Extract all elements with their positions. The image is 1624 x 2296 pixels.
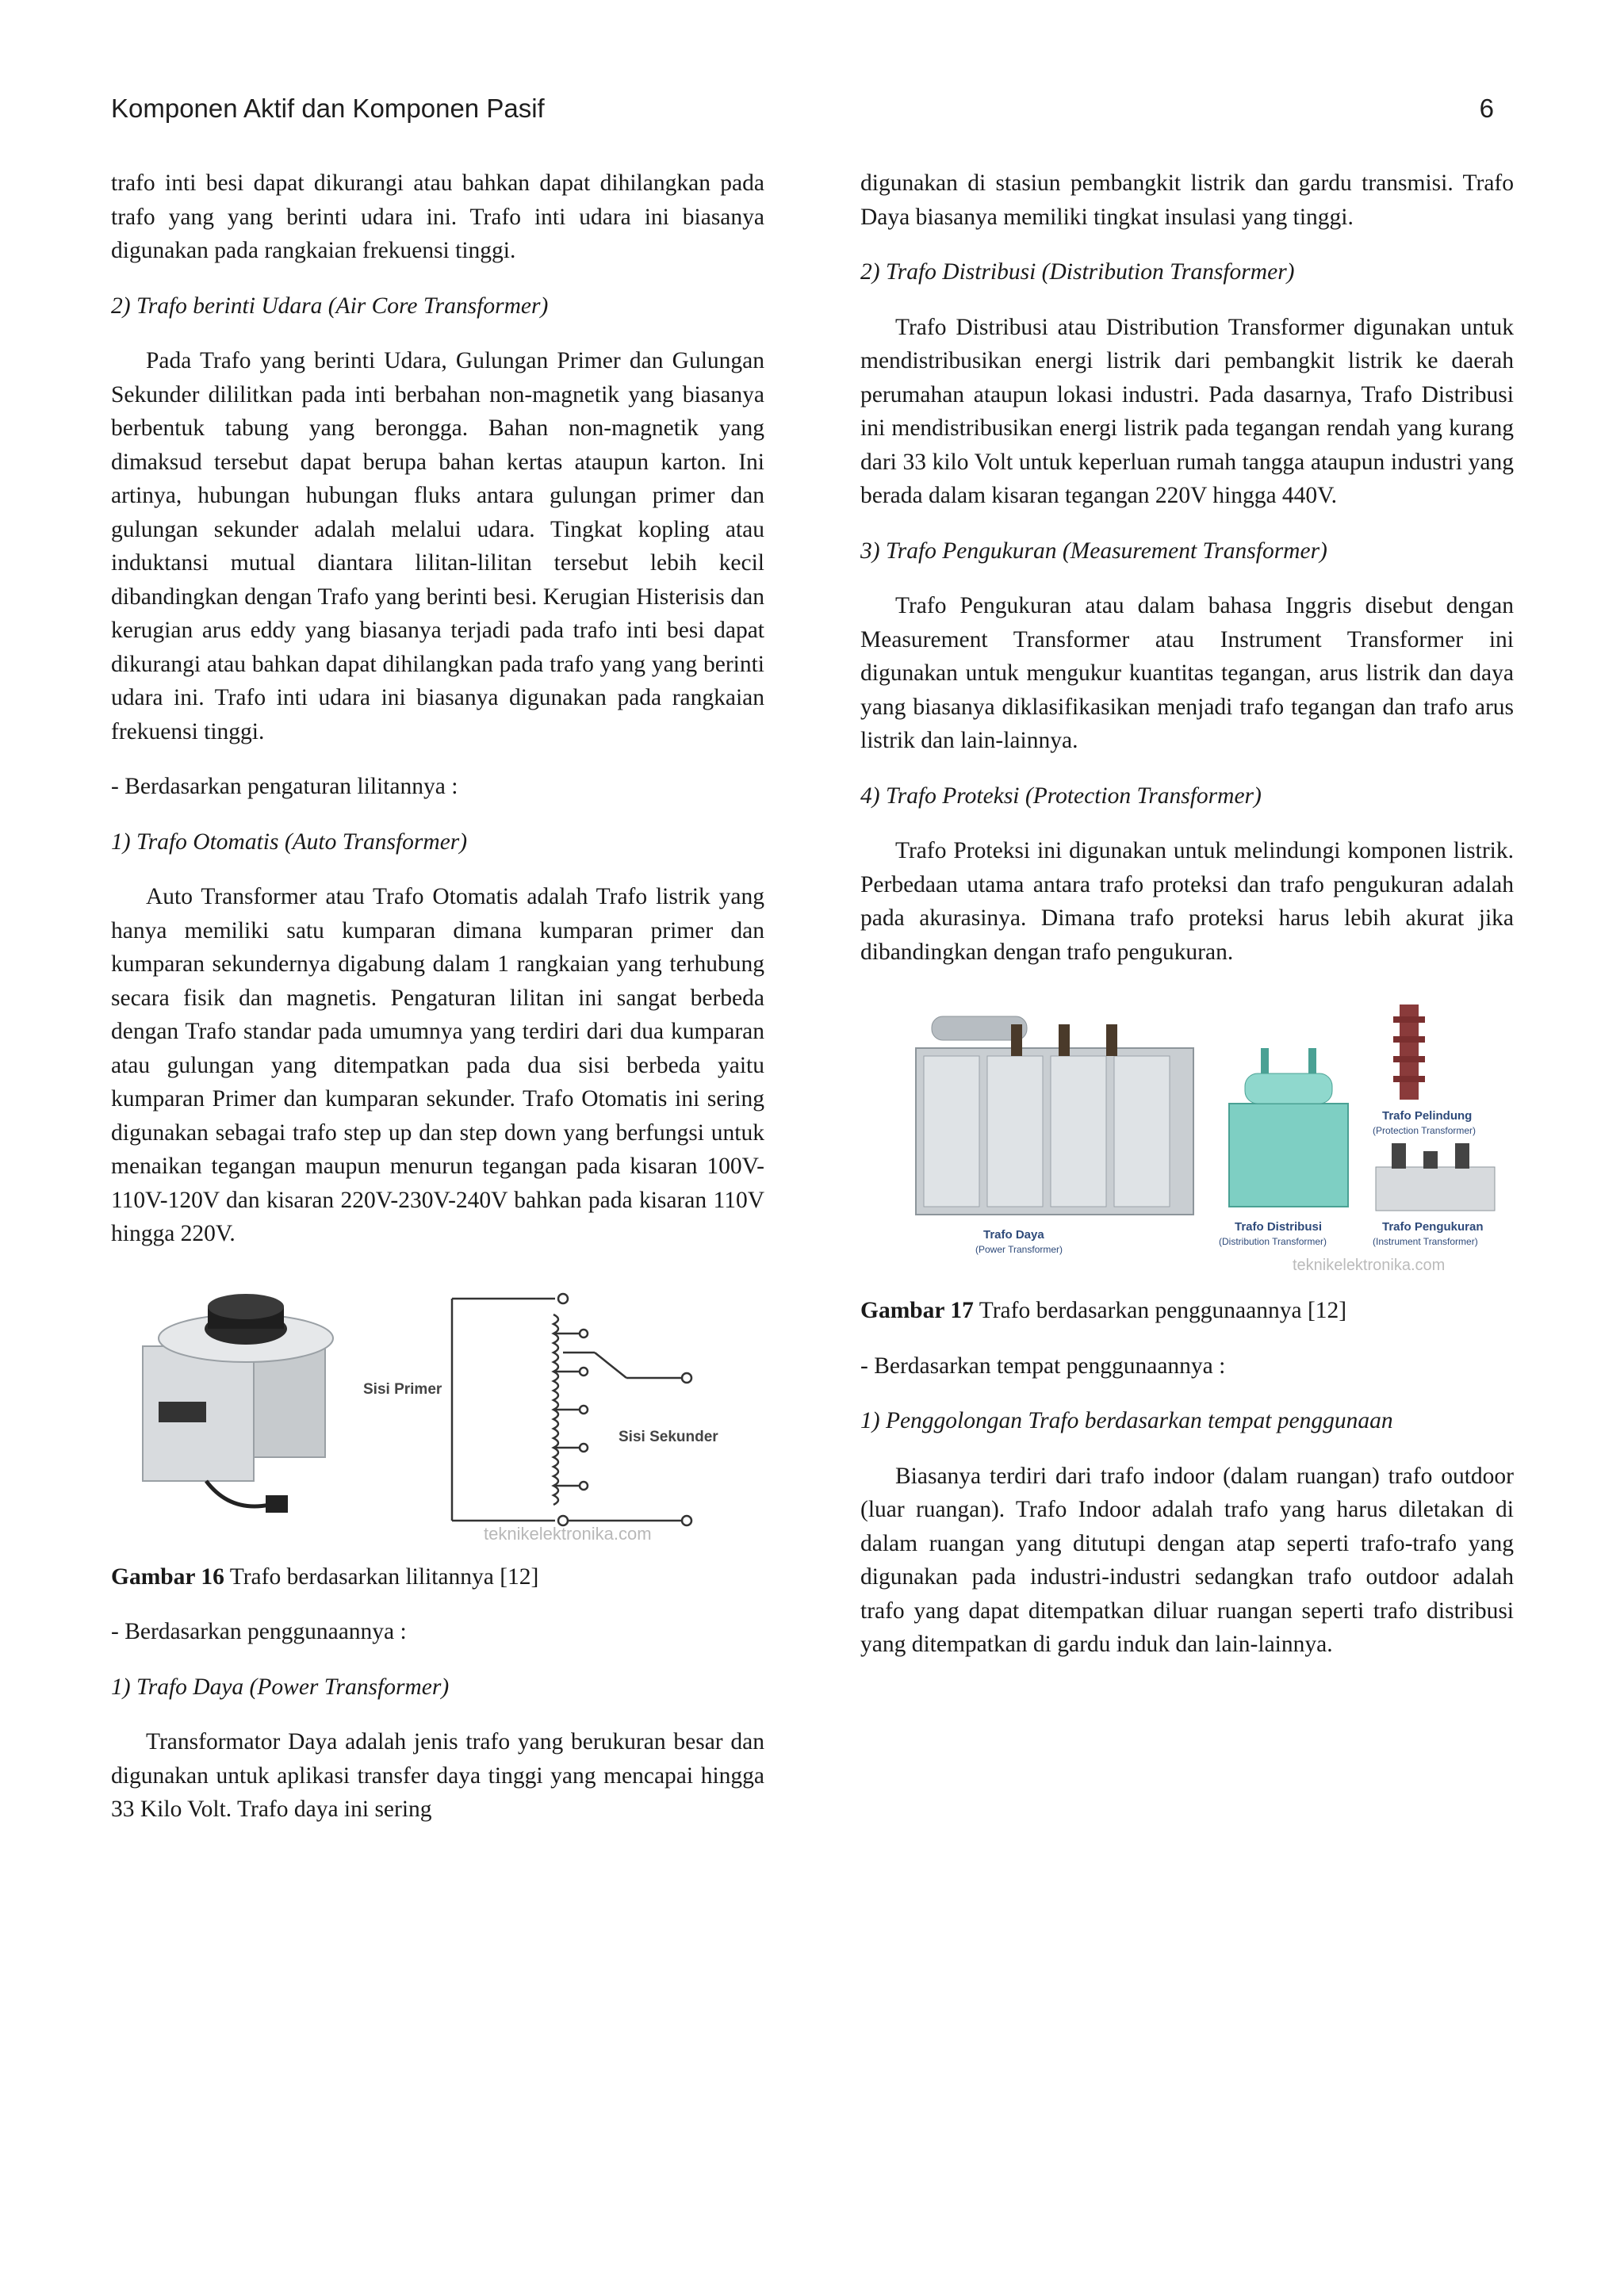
label-trafo-pengukuran-sub: (Instrument Transformer) bbox=[1373, 1236, 1478, 1247]
paragraph: - Berdasarkan penggunaannya : bbox=[111, 1619, 407, 1644]
paragraph: Biasanya terdiri dari trafo indoor (dalam ruangan) trafo outdoor (luar ruangan). Trafo Indoor adalah trafo yang harus diletakan di dalam ruangan yang ditutupi dengan atap seperti trafo-trafo yang digunakan pada industri-industri sedangkan trafo outdoor adalah trafo yang dapat ditempatkan diluar ruangan seperti trafo distribusi yang ditempatkan di gardu induk dan lain-lainnya. bbox=[860, 1463, 1514, 1657]
page-header bbox=[111, 94, 1494, 133]
label-trafo-daya-sub: (Power Transformer) bbox=[975, 1244, 1063, 1255]
paragraph: Trafo Proteksi ini digunakan untuk melindungi komponen listrik. Perbedaan utama antara trafo proteksi dan trafo pengukuran adalah pada akurasinya. Dimana trafo proteksi harus lebih akurat jika dibandingkan dengan trafo pengukuran. bbox=[860, 838, 1514, 965]
paragraph: trafo inti besi dapat dikurangi atau bahkan dapat dihilangkan pada trafo yang yang berinti udara ini. Trafo inti udara ini biasanya digunakan pada rangkaian frekuensi tinggi. bbox=[111, 170, 764, 263]
watermark: teknikelektronika.com bbox=[1293, 1257, 1446, 1274]
autotransformer-schematic bbox=[452, 1294, 691, 1525]
autotransformer-illustration bbox=[111, 1283, 722, 1544]
distribution-transformer-icon bbox=[1229, 1048, 1348, 1207]
page-number: 6 bbox=[1479, 94, 1494, 123]
figure-caption bbox=[111, 1560, 764, 1594]
caption-label: Gambar 16 bbox=[111, 1563, 224, 1590]
left-column bbox=[111, 166, 764, 1848]
paragraph: Transformator Daya adalah jenis trafo yang berukuran besar dan digunakan untuk aplikasi transfer daya tinggi yang mencapai hingga 33 Kilo Volt. Trafo daya ini sering bbox=[111, 1729, 764, 1822]
paragraph: Trafo Pengukuran atau dalam bahasa Inggris disebut dengan Measurement Transformer atau Instrument Transformer ini digunakan untuk mengukur kuantitas tegangan, arus listrik dan daya yang biasanya diklasifikasikan menjadi trafo tegangan dan trafo arus listrik dan lain-lainnya. bbox=[860, 593, 1514, 753]
measurement-transformer-icon bbox=[1376, 1143, 1495, 1211]
paragraph: - Berdasarkan tempat penggunaannya : bbox=[860, 1353, 1226, 1379]
label-trafo-pengukuran: Trafo Pengukuran bbox=[1382, 1220, 1484, 1234]
label-trafo-daya: Trafo Daya bbox=[983, 1228, 1044, 1242]
label-trafo-distribusi: Trafo Distribusi bbox=[1235, 1220, 1323, 1234]
label-sisi-primer: Sisi Primer bbox=[363, 1380, 442, 1398]
figure-17-transformer-types bbox=[908, 1001, 1519, 1278]
section-heading: 1) Trafo Daya (Power Transformer) bbox=[111, 1674, 450, 1700]
section-heading: 2) Trafo berinti Udara (Air Core Transformer) bbox=[111, 293, 549, 319]
paragraph: Auto Transformer atau Trafo Otomatis adalah Trafo listrik yang hanya memiliki satu kumparan dimana kumparan primer dan kumparan sekundernya digabung dalam 1 rangkaian yang terhubung secara fisik dan magnetis. Pengaturan lilitan ini sangat berbeda dengan Trafo standar pada umumnya yang terdiri dari dua kumparan atau gulungan yang ditempatkan pada dua sisi berbeda yaitu kumparan Primer dan kumparan sekunder. Trafo Otomatis ini sering digunakan sebagai trafo step up dan step down yang berfungsi untuk menaikan tegangan maupun menurun tegangan pada kisaran 100V-110V-120V dan kisaran 220V-230V-240V bahkan pada kisaran 110V hingga 220V. bbox=[111, 884, 764, 1246]
section-heading: 2) Trafo Distribusi (Distribution Transformer) bbox=[860, 259, 1295, 285]
protection-transformer-icon bbox=[1393, 1004, 1425, 1100]
section-heading: 1) Penggolongan Trafo berdasarkan tempat penggunaan bbox=[860, 1408, 1393, 1433]
section-heading: 4) Trafo Proteksi (Protection Transformer) bbox=[860, 783, 1262, 809]
section-heading: 3) Trafo Pengukuran (Measurement Transformer) bbox=[860, 538, 1327, 564]
figure-caption bbox=[860, 1294, 1514, 1328]
paragraph: Trafo Distribusi atau Distribution Transformer digunakan untuk mendistribusikan energi listrik dari pembangkit listrik ke daerah perumahan ataupun lokasi industri. Pada dasarnya, Trafo Distribusi ini mendistribusikan energi listrik pada tegangan rendah yang kurang dari 33 kilo Volt untuk keperluan rumah tangga ataupun industri yang berada dalam kisaran tegangan 220V hingga 440V. bbox=[860, 314, 1514, 508]
power-transformer-icon bbox=[916, 1016, 1193, 1215]
label-trafo-pelindung: Trafo Pelindung bbox=[1382, 1109, 1473, 1123]
paragraph: Pada Trafo yang berinti Udara, Gulungan Primer dan Gulungan Sekunder dililitkan pada inti berbahan non-magnetik yang biasanya berbentuk tabung yang berongga. Bahan non-magnetik yang dimaksud tersebut dapat berupa bahan kertas ataupun karton. Ini artinya, hubungan hubungan fluks antara gulungan primer dan gulungan sekunder adalah melalui udara. Tingkat kopling atau induktansi mutual diantara lilitan-lilitan tersebut lebih kecil dibandingkan dengan Trafo yang berinti besi. Kerugian Histerisis dan kerugian arus eddy yang biasanya terjadi pada trafo inti besi dapat dikurangi atau bahkan dapat dihilangkan pada trafo yang yang berinti udara ini. Trafo inti udara ini biasanya digunakan pada rangkaian frekuensi tinggi. bbox=[111, 348, 764, 744]
transformer-types-illustration bbox=[908, 1001, 1519, 1278]
watermark: teknikelektronika.com bbox=[484, 1523, 652, 1544]
caption-label: Gambar 17 bbox=[860, 1298, 974, 1323]
figure-16-autotransformer bbox=[111, 1283, 722, 1544]
caption-text: Trafo berdasarkan lilitannya [12] bbox=[229, 1563, 539, 1590]
label-sisi-sekunder: Sisi Sekunder bbox=[619, 1428, 718, 1445]
caption-text: Trafo berdasarkan penggunaannya [12] bbox=[979, 1298, 1347, 1323]
right-column bbox=[860, 166, 1514, 1683]
section-heading: 1) Trafo Otomatis (Auto Transformer) bbox=[111, 828, 468, 855]
label-trafo-pelindung-sub: (Protection Transformer) bbox=[1373, 1125, 1477, 1136]
label-trafo-distribusi-sub: (Distribution Transformer) bbox=[1219, 1236, 1327, 1247]
paragraph: digunakan di stasiun pembangkit listrik dan gardu transmisi. Trafo Daya biasanya memiliki tingkat insulasi yang tinggi. bbox=[860, 170, 1514, 230]
header-title: Komponen Aktif dan Komponen Pasif bbox=[111, 94, 545, 123]
variac-device-icon bbox=[143, 1294, 333, 1513]
paragraph: - Berdasarkan pengaturan lilitannya : bbox=[111, 774, 458, 799]
